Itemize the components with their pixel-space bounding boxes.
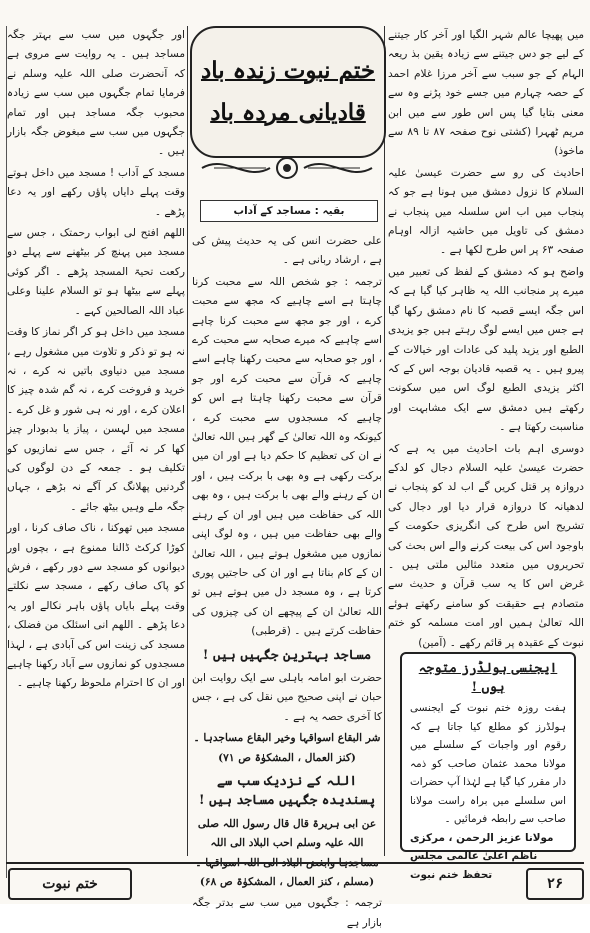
mid-heading-2: اللہ کے نزدیک سب سے پسندیدہ جگہیں مساجد ہیں ! xyxy=(198,773,376,809)
left-para-5: مسجد میں تھوکنا ، ناک صاف کرنا ، اور کوڑا کرکٹ ڈالنا ممنوع ہے ، بچوں اور دیوانوں کو مسجد سے دور رکھے ، فرش کو پاک صاف رکھے ، مسجد سے نکلتے وقت پہلے بایاں پاؤں باہر نکالے اور یہ دعا پڑھے ۔ اللھم انی اسئلک من فضلک ، مسجد کی زینت اس کی آبادی ہے ، لہذا مسجدوں کو نمازوں سے آباد رکھنا چاہیے اور ان کا احترام ملحوظ رکھنا چاہیے ۔ xyxy=(7,522,185,690)
mid-translation: ترجمہ : جو شخص اللہ سے محبت کرنا چاہتا ہے اسے چاہیے کہ مجھ سے محبت کرے ، اور جو مجھ سے محبت کرنا چاہے اسے چاہیے کہ میرے صحابہ سے محبت کرے ، اور جو صحابہ سے محبت رکھنا چاہے اسے چاہیے کہ قرآن سے محبت کرے اور جو قرآن سے محبت رکھنا چاہتا ہے اس کو چاہیے کہ مسجدوں سے محبت کرے ، کیونکہ وہ اللہ تعالیٰ کے گھر ہیں اللہ تعالیٰ نے ان کی تعظیم کا حکم دیا ہے اور ان میں برکت رکھی ہے وہ بھی با برکت ہیں ، اور ان کے رہنے والے بھی با برکت ہیں ، وہ بھی اللہ کی حفاظت میں ہیں اور ان کے رہنے والے بھی حفاظت میں ہیں ، وہ لوگ اپنی نمازوں میں مشغول ہوتے ہیں ، اللہ تعالیٰ ان کے کام بناتا ہے اور ان کی حاجتیں پوری کرتا ہے ، وہ مسجد دل میں ہوتے ہیں تو اللہ تعالیٰ ان کے پیچھے ان کی چیزوں کی حفاظت کرتے ہیں ۔ (قرطبی) xyxy=(192,275,382,638)
column-divider-left xyxy=(187,26,188,856)
left-para-4: مسجد میں داخل ہو کر اگر نماز کا وقت نہ ہو تو ذکر و تلاوت میں مشغول رہے ، مسجد میں دنیاوی باتیں نہ کرے ، نہ خرید و فروخت کرے ، نہ گم شدہ چیز کا اعلان کرے ، اور نہ ہی شور و غل کرے ۔ مسجد میں لہسن ، پیاز یا بدبودار چیز کھا کر نہ آئے ، جس سے نمازیوں کو تکلیف ہو ۔ جمعہ کے دن لوگوں کی گردنیں پھلانگ کر آگے نہ بڑھے ، جہاں جگہ ملے وہیں بیٹھ جائے ۔ xyxy=(7,326,185,513)
mid-arabic-2: عن ابی ہریرۃ قال قال رسول اللہ صلی اللہ علیہ وسلم احب البلاد الی اللہ (مسلم ، کنز العمال ، المشکوٰۃ ص ۶۸) xyxy=(197,817,377,888)
notice-body: ہفت روزہ ختم نبوت کے ایجنسی ہولڈرز کو مطلع کیا جاتا ہے کہ رقوم اور واجبات کے سلسلے میں مولانا محمد عثمان صاحب کو ذمہ دار مقرر کیا گیا ہے لہٰذا آپ حضرات اس سلسلے میں براہ راست مولانا صاحب سے رابطہ فرمائیں ۔ xyxy=(410,702,566,825)
right-para-3: واضح ہو کہ دمشق کے لفظ کی تعبیر میں میرے پر منجانب اللہ یہ ظاہر کیا گیا ہے کہ اس جگہ ایسے قصبہ کا نام دمشق رکھا گیا ہے جس میں ایسے لوگ رہتے ہیں جو یزیدی الطبع اور یزید پلید کی عادات اور خیالات کے پیرو ہیں ۔ یہ قصبہ قادیان بوجہ اس کے کہ اکثر یزیدی الطبع لوگ اس میں سکونت رکھتے ہیں دمشق سے ایک مشابہت اور مناسبت رکھتا ہے ۔ xyxy=(388,265,584,434)
slogan-box xyxy=(190,26,386,158)
agency-notice-box xyxy=(400,652,576,881)
left-para-1: اور جگہوں میں سب سے بہتر جگہ مساجد ہیں ۔ یہ روایت سے مروی ہے کہ آنحضرت صلی اللہ علیہ وسلم نے فرمایا تمام جگہوں میں سب سے زیادہ محبوب جگہ مساجد ہیں اور تمام جگہوں میں سب سے مبغوض جگہ بازار ہیں ۔ xyxy=(7,29,185,158)
footer-rule xyxy=(6,862,584,864)
mid-intro: علی حضرت انس کی یہ حدیث پیش کی ہے ، ارشاد ربانی ہے ۔ xyxy=(192,235,382,267)
right-column xyxy=(388,26,584,649)
page-number: ۲۶ xyxy=(526,868,584,900)
slogan-line-2: قادیانی مردہ باد xyxy=(210,99,366,126)
right-para-2: احادیث کی رو سے حضرت عیسیٰ علیہ السلام کا نزول دمشق میں ہونا ہے جو کہ پنجاب میں اب اس سلسلہ میں پنجاب نے دمشق کی تاویل میں حاشیہ ازالہ اوہام صفحہ ۶۳ پر اس طرح لکھا ہے ۔ xyxy=(388,166,584,257)
left-para-3: اللھم افتح لی ابواب رحمتک ، جس سے مسجد میں پہنچ کر بیٹھنے سے پہلے دو رکعت تحیۃ المسجد پڑھے ۔ اگر کوئی پہلے سے بیٹھا ہو تو السلام علینا وعلی عباد اللہ الصالحین کہے ۔ xyxy=(7,227,185,317)
left-column xyxy=(6,26,185,878)
footer-logo: ختم نبوت xyxy=(8,868,132,900)
mid-heading-1: مساجد بہترین جگہیں ہیں ! xyxy=(202,647,372,663)
notice-title: ایجنسی ہولڈرز متوجہ ہوں ! xyxy=(418,661,558,695)
left-para-2: مسجد کے آداب ! مسجد میں داخل ہوتے وقت پہلے دایاں پاؤں رکھے اور یہ دعا پڑھے ۔ xyxy=(7,166,185,218)
mid-arabic-1: شر البقاع اسواقہا وخیر البقاع مساجدہا ۔ (کنز العمال ، المشکوٰۃ ص ۷۱) xyxy=(193,732,381,764)
slogan-line-1: ختم نبوت زندہ باد xyxy=(200,57,376,84)
section-label: بقیہ : مساجد کے آداب xyxy=(200,200,378,222)
right-para-4: دوسری اہم بات احادیث میں یہ ہے کہ حضرت عیسیٰ علیہ السلام دجال کو لدکے دروازہ پر قتل کریں گے اب لد کو پنجاب نے لدھیانہ کا دروازہ قرار دیا اور دجال کی تشریح اس طرح کی انگریزی حکومت کے باوجود اس کی بیعت کرنے والے اس بحث کی تحریروں میں متعدد مثالیں ملتی ہیں ۔ غرض اس کا یہ سب قرآن و حدیث سے متصادم ہے حقیقت کو سامنے رکھتے ہوئے اللہ تعالیٰ ہمیں اور امت مسلمہ کو ختم نبوت کے عقیدہ پر قائم رکھے ۔ (آمین) xyxy=(388,442,584,649)
ornament-divider-icon xyxy=(196,150,378,186)
notice-signature: مولانا عزیز الرحمن ، مرکزی ناظم اعلیٰ عالمی مجلس تحفظ ختم نبوت xyxy=(410,831,554,881)
mid-tail: ترجمہ : جگہوں میں سب سے بدتر جگہ بازار ہے xyxy=(192,897,382,929)
right-para-1: میں پھیچا عالم شہر الگیا اور آخر کار جیتنے کے لیے جو دس جیتنے سے زیادہ یقین بذ ریعہ الہام کے جو سبب سے آخر مرزا غلام احمد کے حصہ چہارم میں جسے خود پڑنے وہ سے معنی بتایا گیا پس اس طور سے میں ابن مریم ٹھہرا (کشتی نوح صفحہ ۸۷ تا ۸۹ سے ماخوذ) xyxy=(388,29,584,158)
middle-column xyxy=(192,232,382,929)
column-divider-right xyxy=(384,26,385,856)
mid-para-2: حضرت ابو امامہ باہلی سے ایک روایت ابن حبان نے اپنی صحیح میں نقل کی ہے ، جس کا آخری حصہ یہ ہے ۔ xyxy=(192,671,382,723)
